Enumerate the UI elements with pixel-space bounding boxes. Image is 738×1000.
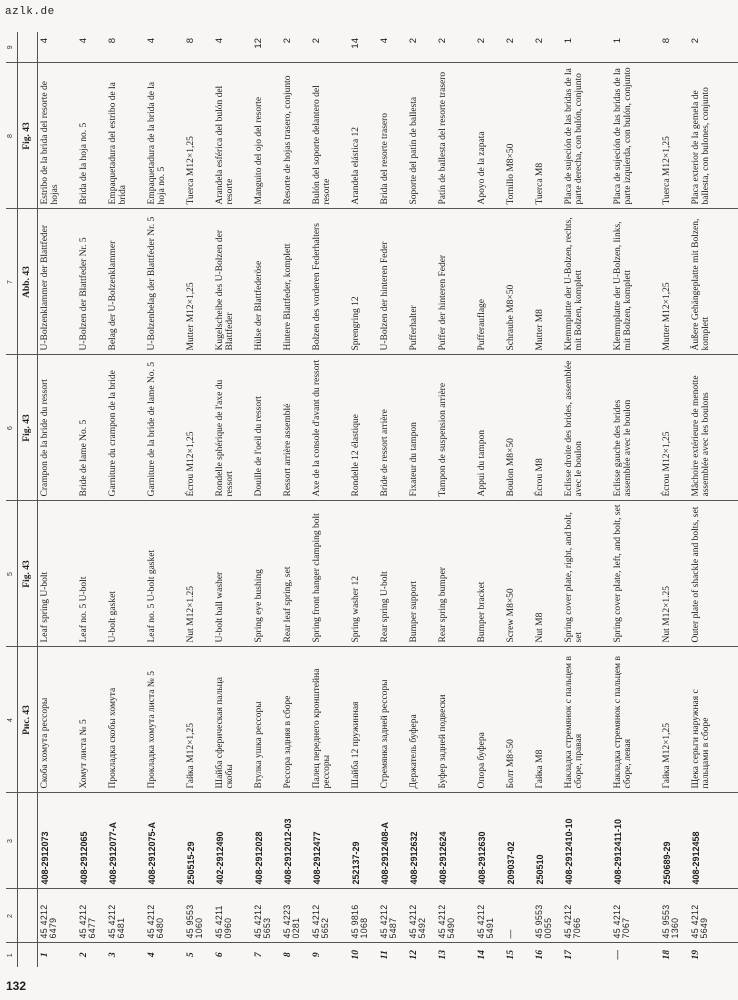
name-es: Empaquetadura del estribo de la brida: [106, 63, 145, 209]
row-index: —: [612, 950, 623, 960]
header-fr: Fig. 43: [18, 355, 38, 501]
name-de: Hülse der Blattfederöse: [252, 209, 281, 355]
table-row: [611, 32, 660, 967]
part-number: 408-2912624: [436, 793, 475, 889]
name-fr: Appui du tampon: [475, 355, 504, 501]
part-number: 408-2912075-A: [145, 793, 184, 889]
header-de: Abb. 43: [18, 209, 38, 355]
name-de: Mutter M12×1,25: [660, 209, 689, 355]
column-number: 6: [6, 355, 18, 501]
name-de: U-Bolzen der hinteren Feder: [378, 209, 407, 355]
header-en: Fig. 43: [18, 501, 38, 647]
part-number: 250515-29: [184, 793, 213, 889]
name-fr: Écrou M8: [533, 355, 562, 501]
part-number: 408-2912077-A: [106, 793, 145, 889]
quantity: 12: [252, 32, 281, 63]
name-es: Tornillo M8×50: [504, 63, 533, 209]
quantity: 4: [37, 32, 77, 63]
name-ru: Скоба хомута рессоры: [37, 647, 77, 793]
catalog-code: 45 4212 5649: [689, 889, 738, 943]
name-fr: Ressort arrière assemblé: [281, 355, 310, 501]
name-fr: Garniture du crampon de la bride: [106, 355, 145, 501]
catalog-code: 45 9816 1068: [349, 889, 378, 943]
header-es: Fig. 43: [18, 63, 38, 209]
name-fr: Rondelle sphérique de l'axe du ressort: [213, 355, 252, 501]
column-number: 2: [6, 889, 18, 943]
name-de: Sprengring 12: [349, 209, 378, 355]
quantity: 2: [407, 32, 436, 63]
table-row: [562, 32, 611, 967]
part-number: 408-2912073: [37, 793, 77, 889]
catalog-code: 45 4212 5490: [436, 889, 475, 943]
name-fr: Garniture de la bride de lame No. 5: [145, 355, 184, 501]
row-index: 17: [563, 950, 574, 960]
table-row: [504, 32, 533, 967]
table-row: [436, 32, 475, 967]
name-ru: Хомут листа № 5: [77, 647, 106, 793]
catalog-code: 45 4212 6479: [37, 889, 77, 943]
column-number: 8: [6, 63, 18, 209]
name-ru: Стремянка задней рессоры: [378, 647, 407, 793]
figure-header-row: [18, 32, 38, 967]
name-ru: Рессора задняя в сборе: [281, 647, 310, 793]
table-row: [533, 32, 562, 967]
name-ru: Прокладка скобы хомута: [106, 647, 145, 793]
name-fr: Bride de ressort arrière: [378, 355, 407, 501]
name-fr: Écrou M12×1,25: [660, 355, 689, 501]
quantity: 2: [436, 32, 475, 63]
name-en: Leaf spring U-bolt: [37, 501, 77, 647]
table-row: [349, 32, 378, 967]
part-number: 408-2912632: [407, 793, 436, 889]
table-row: [475, 32, 504, 967]
name-fr: Rondelle 12 élastique: [349, 355, 378, 501]
column-number: 7: [6, 209, 18, 355]
table-row: [689, 32, 738, 967]
name-ru: Буфер задней подвески: [436, 647, 475, 793]
name-de: Klemmplatte der U-Bolzen, rechts, mit Bolzen, komplett: [562, 209, 611, 355]
name-en: Nut M12×1.25: [660, 501, 689, 647]
catalog-code: 45 4212 7066: [562, 889, 611, 943]
table-row: [310, 32, 349, 967]
row-index: 19: [690, 950, 701, 960]
name-ru: Палец переднего кронштейна рессоры: [310, 647, 349, 793]
row-index: 13: [437, 950, 448, 960]
quantity: 1: [562, 32, 611, 63]
name-fr: Tampon de suspension arrière: [436, 355, 475, 501]
name-en: Rear leaf spring, set: [281, 501, 310, 647]
quantity: 14: [349, 32, 378, 63]
row-index: 8: [282, 952, 293, 958]
name-ru: Гайка М12×1,25: [184, 647, 213, 793]
row-index: 1: [39, 952, 50, 958]
name-en: Nut M12×1.25: [184, 501, 213, 647]
quantity: 8: [106, 32, 145, 63]
catalog-code: 45 4212 6480: [145, 889, 184, 943]
name-ru: Шайба 12 пружинная: [349, 647, 378, 793]
name-fr: Mâchoire extérieure de menotte assemblée avec les boulons: [689, 355, 738, 501]
part-number: 408-2912458: [689, 793, 738, 889]
name-fr: Écrou M12×1,25: [184, 355, 213, 501]
name-de: Puffer der hinteren Feder: [436, 209, 475, 355]
part-number: 408-2912477: [310, 793, 349, 889]
table-row: [378, 32, 407, 967]
quantity: 2: [689, 32, 738, 63]
name-en: Bumper bracket: [475, 501, 504, 647]
part-number: 209037-02: [504, 793, 533, 889]
header-ru: Рис. 43: [18, 647, 38, 793]
name-de: Mutter M12×1,25: [184, 209, 213, 355]
quantity: 2: [533, 32, 562, 63]
name-en: Rear spring U-bolt: [378, 501, 407, 647]
name-en: Leaf no. 5 U-bolt gasket: [145, 501, 184, 647]
name-es: Arandela esférica del bulón del resorte: [213, 63, 252, 209]
name-fr: Crampon de la bride du ressort: [37, 355, 77, 501]
row-index: 7: [253, 952, 264, 958]
row-index: 12: [408, 950, 419, 960]
name-es: Soporte del patín de ballesta: [407, 63, 436, 209]
catalog-code: 45 4212 5652: [310, 889, 349, 943]
name-en: Spring cover plate, left, and bolt, set: [611, 501, 660, 647]
name-es: Placa de sujeción de las bridas de la parte izquierda, con bulón, conjunto: [611, 63, 660, 209]
column-number: 9: [6, 32, 18, 63]
catalog-code: 45 4212 5491: [475, 889, 504, 943]
part-number: 408-2912630: [475, 793, 504, 889]
name-en: U-bolt gasket: [106, 501, 145, 647]
quantity: 4: [145, 32, 184, 63]
name-ru: Гайка М8: [533, 647, 562, 793]
row-index: 10: [350, 950, 361, 960]
part-number: 250510: [533, 793, 562, 889]
parts-table: [6, 32, 738, 967]
name-fr: Boulon M8×50: [504, 355, 533, 501]
name-de: Belag der U-Bolzenklammer: [106, 209, 145, 355]
catalog-code: 45 4212 5492: [407, 889, 436, 943]
part-number: 408-2912411-10: [611, 793, 660, 889]
name-en: Spring front hanger clamping bolt: [310, 501, 349, 647]
row-index: 6: [214, 952, 225, 958]
table-row: [184, 32, 213, 967]
catalog-code: —: [504, 889, 533, 943]
name-es: Tuerca M12×1,25: [184, 63, 213, 209]
name-ru: Болт М8×50: [504, 647, 533, 793]
part-number: 402-2912490: [213, 793, 252, 889]
name-en: Spring washer 12: [349, 501, 378, 647]
name-fr: Axe de la console d'avant du ressort: [310, 355, 349, 501]
column-number-row: [6, 32, 18, 967]
row-index: 11: [379, 950, 390, 960]
name-ru: Гайка М12×1,25: [660, 647, 689, 793]
row-index: 15: [505, 950, 516, 960]
name-en: Spring eye bushing: [252, 501, 281, 647]
name-ru: Щека серьги наружная с пальцами в сборе: [689, 647, 738, 793]
watermark: azlk.de: [5, 6, 55, 18]
row-index: 4: [146, 952, 157, 958]
quantity: 4: [77, 32, 106, 63]
name-es: Tuerca M12×1,25: [660, 63, 689, 209]
column-number: 3: [6, 793, 18, 889]
catalog-code: 45 4212 6481: [106, 889, 145, 943]
part-number: 408-2912410-10: [562, 793, 611, 889]
name-es: Brida de la hoja no. 5: [77, 63, 106, 209]
table-row: [213, 32, 252, 967]
row-index: 2: [78, 952, 89, 958]
catalog-code: 45 4211 0960: [213, 889, 252, 943]
name-de: Äußere Gehängeplatte mit Bolzen, komplett: [689, 209, 738, 355]
name-es: Placa de sujeción de las bridas de la parte derecha, con bulón, conjunto: [562, 63, 611, 209]
column-number: 5: [6, 501, 18, 647]
name-de: U-Bolzenbelag der Blattfeder Nr. 5: [145, 209, 184, 355]
name-de: Schraube M8×50: [504, 209, 533, 355]
quantity: 2: [504, 32, 533, 63]
quantity: 4: [213, 32, 252, 63]
name-ru: Держатель буфера: [407, 647, 436, 793]
catalog-code: 45 4212 6477: [77, 889, 106, 943]
name-de: Mutter M8: [533, 209, 562, 355]
table-row: [77, 32, 106, 967]
part-number: 250689-29: [660, 793, 689, 889]
name-es: Placa exterior de la gemela de ballesta, con bulones, conjunto: [689, 63, 738, 209]
catalog-code: 45 4223 0281: [281, 889, 310, 943]
name-de: Kugelscheibe des U-Bolzen der Blattfeder: [213, 209, 252, 355]
quantity: 8: [660, 32, 689, 63]
name-es: Brida del resorte trasero: [378, 63, 407, 209]
table-row: [407, 32, 436, 967]
name-ru: Шайба сферическая пальца скобы: [213, 647, 252, 793]
name-de: Klemmplatte der U-Bolzen, links, mit Bolzen, komplett: [611, 209, 660, 355]
quantity: 8: [184, 32, 213, 63]
part-number: 408-2912012-03: [281, 793, 310, 889]
name-es: Bulón del soporte delantero del resorte: [310, 63, 349, 209]
column-number: 1: [6, 943, 18, 967]
name-en: Outer plate of shackle and bolts, set: [689, 501, 738, 647]
name-de: Bolzen des vorderen Federhalters: [310, 209, 349, 355]
name-de: U-Bolzenklammer der Blattfeder: [37, 209, 77, 355]
name-es: Patín de ballesta del resorte trasero: [436, 63, 475, 209]
catalog-code: 45 9553 1360: [660, 889, 689, 943]
name-ru: Опора буфера: [475, 647, 504, 793]
name-de: Pufferauflage: [475, 209, 504, 355]
part-number: 408-2912065: [77, 793, 106, 889]
catalog-code: 45 9553 0055: [533, 889, 562, 943]
name-es: Empaquetadura de la brida de la hoja no. 5: [145, 63, 184, 209]
table-row: [37, 32, 77, 967]
row-index: 16: [534, 950, 545, 960]
name-es: Resorte de hojas trasero, conjunto: [281, 63, 310, 209]
name-en: Spring cover plate, right, and bolt, set: [562, 501, 611, 647]
name-fr: Bride de lame No. 5: [77, 355, 106, 501]
name-es: Apoyo de la zapata: [475, 63, 504, 209]
row-index: 18: [661, 950, 672, 960]
name-ru: Накладка стремянок с пальцем в сборе, правая: [562, 647, 611, 793]
row-index: 14: [476, 950, 487, 960]
name-de: U-Bolzen der Blattfeder Nr. 5: [77, 209, 106, 355]
table-row: [281, 32, 310, 967]
name-en: Bumper support: [407, 501, 436, 647]
quantity: 2: [475, 32, 504, 63]
name-en: Leaf no. 5 U-bolt: [77, 501, 106, 647]
name-fr: Eclisse droite des brides, assemblée avec le boulon: [562, 355, 611, 501]
name-ru: Прокладка хомута листа № 5: [145, 647, 184, 793]
part-number: 408-2912028: [252, 793, 281, 889]
name-es: Tuerca M8: [533, 63, 562, 209]
row-index: 3: [107, 952, 118, 958]
row-index: 5: [185, 952, 196, 958]
catalog-code: 45 4212 5487: [378, 889, 407, 943]
name-fr: Eclisse gauche des brides assemblée avec le boulon: [611, 355, 660, 501]
column-number: 4: [6, 647, 18, 793]
table-row: [106, 32, 145, 967]
name-es: Manguito del ojo del resorte: [252, 63, 281, 209]
catalog-code: 45 9553 1060: [184, 889, 213, 943]
name-de: Pufferhalter: [407, 209, 436, 355]
parts-table-container: [6, 32, 712, 967]
table-row: [660, 32, 689, 967]
part-number: 252137-29: [349, 793, 378, 889]
name-fr: Fixateur du tampon: [407, 355, 436, 501]
name-fr: Douille de l'oeil du ressort: [252, 355, 281, 501]
name-en: Rear spring bumper: [436, 501, 475, 647]
quantity: 1: [611, 32, 660, 63]
name-en: Screw M8×50: [504, 501, 533, 647]
page-number: 132: [6, 979, 27, 993]
name-es: Estribo de la brida del resorte de hojas: [37, 63, 77, 209]
name-de: Hintere Blattfeder, komplett: [281, 209, 310, 355]
name-en: Nut M8: [533, 501, 562, 647]
table-row: [252, 32, 281, 967]
quantity: 4: [378, 32, 407, 63]
name-ru: Накладка стремянок с пальцем в сборе, левая: [611, 647, 660, 793]
catalog-code: 45 4212 7067: [611, 889, 660, 943]
quantity: 2: [310, 32, 349, 63]
name-ru: Втулка ушка рессоры: [252, 647, 281, 793]
table-row: [145, 32, 184, 967]
quantity: 2: [281, 32, 310, 63]
name-en: U-bolt ball washer: [213, 501, 252, 647]
catalog-code: 45 4212 5653: [252, 889, 281, 943]
row-index: 9: [311, 952, 322, 958]
part-number: 408-2912408-A: [378, 793, 407, 889]
name-es: Arandela elástica 12: [349, 63, 378, 209]
